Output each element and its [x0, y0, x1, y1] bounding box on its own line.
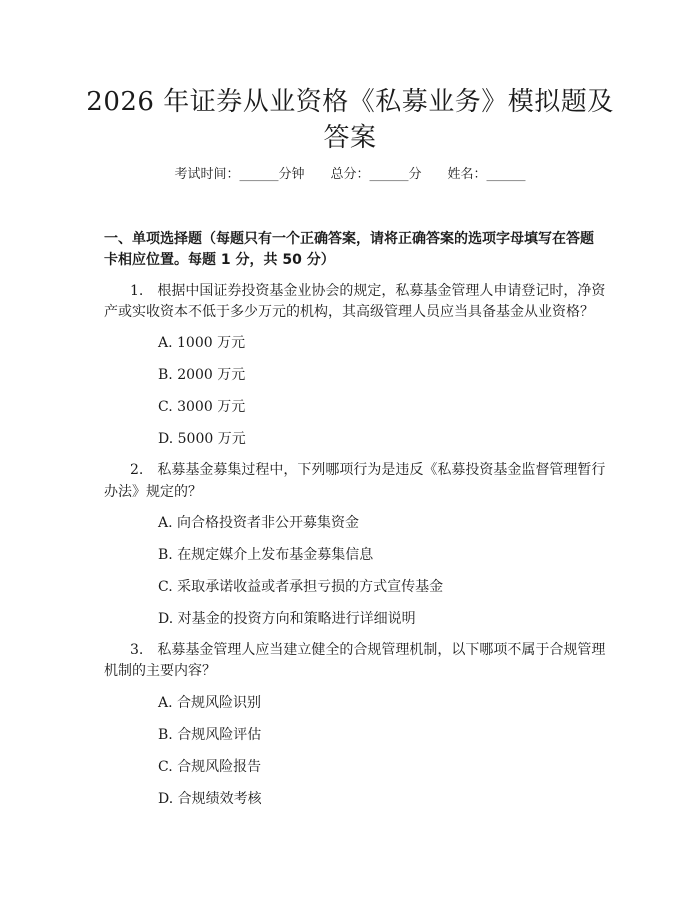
question-3-line2: 机制的主要内容？ — [104, 663, 216, 679]
question-3-option-c: C. 合规风险报告 — [158, 759, 262, 775]
exam-info: 考试时间：______分钟 总分：______分 姓名：______ — [174, 167, 526, 182]
question-2-option-a: A. 向合格投资者非公开募集资金 — [158, 515, 360, 531]
question-1-option-c: C. 3000 万元 — [158, 399, 246, 415]
document-title-line1: 2026 年证券从业资格《私募业务》模拟题及 — [86, 87, 614, 117]
question-2-line2: 办法》规定的？ — [104, 484, 202, 500]
section-heading-line2: 卡相应位置。每题 1 分，共 50 分） — [104, 252, 335, 268]
question-2-option-b: B. 在规定媒介上发布基金募集信息 — [158, 547, 374, 563]
question-3-option-b: B. 合规风险评估 — [158, 727, 262, 743]
question-3-option-d: D. 合规绩效考核 — [158, 791, 262, 807]
question-1-line1: 1. 根据中国证券投资基金业协会的规定，私募基金管理人申请登记时，净资 — [130, 283, 606, 299]
question-2-line1: 2. 私募基金募集过程中，下列哪项行为是违反《私募投资基金监督管理暂行 — [130, 462, 606, 478]
question-3-line1: 3. 私募基金管理人应当建立健全的合规管理机制，以下哪项不属于合规管理 — [130, 642, 606, 658]
question-2-option-d: D. 对基金的投资方向和策略进行详细说明 — [158, 611, 416, 627]
question-3-option-a: A. 合规风险识别 — [158, 695, 262, 711]
question-1-line2: 产或实收资本不低于多少万元的机构，其高级管理人员应当具备基金从业资格？ — [104, 304, 594, 320]
question-1-option-b: B. 2000 万元 — [158, 367, 246, 383]
question-1-option-a: A. 1000 万元 — [158, 335, 246, 351]
section-heading-line1: 一、单项选择题（每题只有一个正确答案，请将正确答案的选项字母填写在答题 — [104, 231, 594, 247]
document-title-line2: 答案 — [323, 123, 377, 153]
question-2-option-c: C. 采取承诺收益或者承担亏损的方式宣传基金 — [158, 579, 444, 595]
question-1-option-d: D. 5000 万元 — [158, 431, 246, 447]
